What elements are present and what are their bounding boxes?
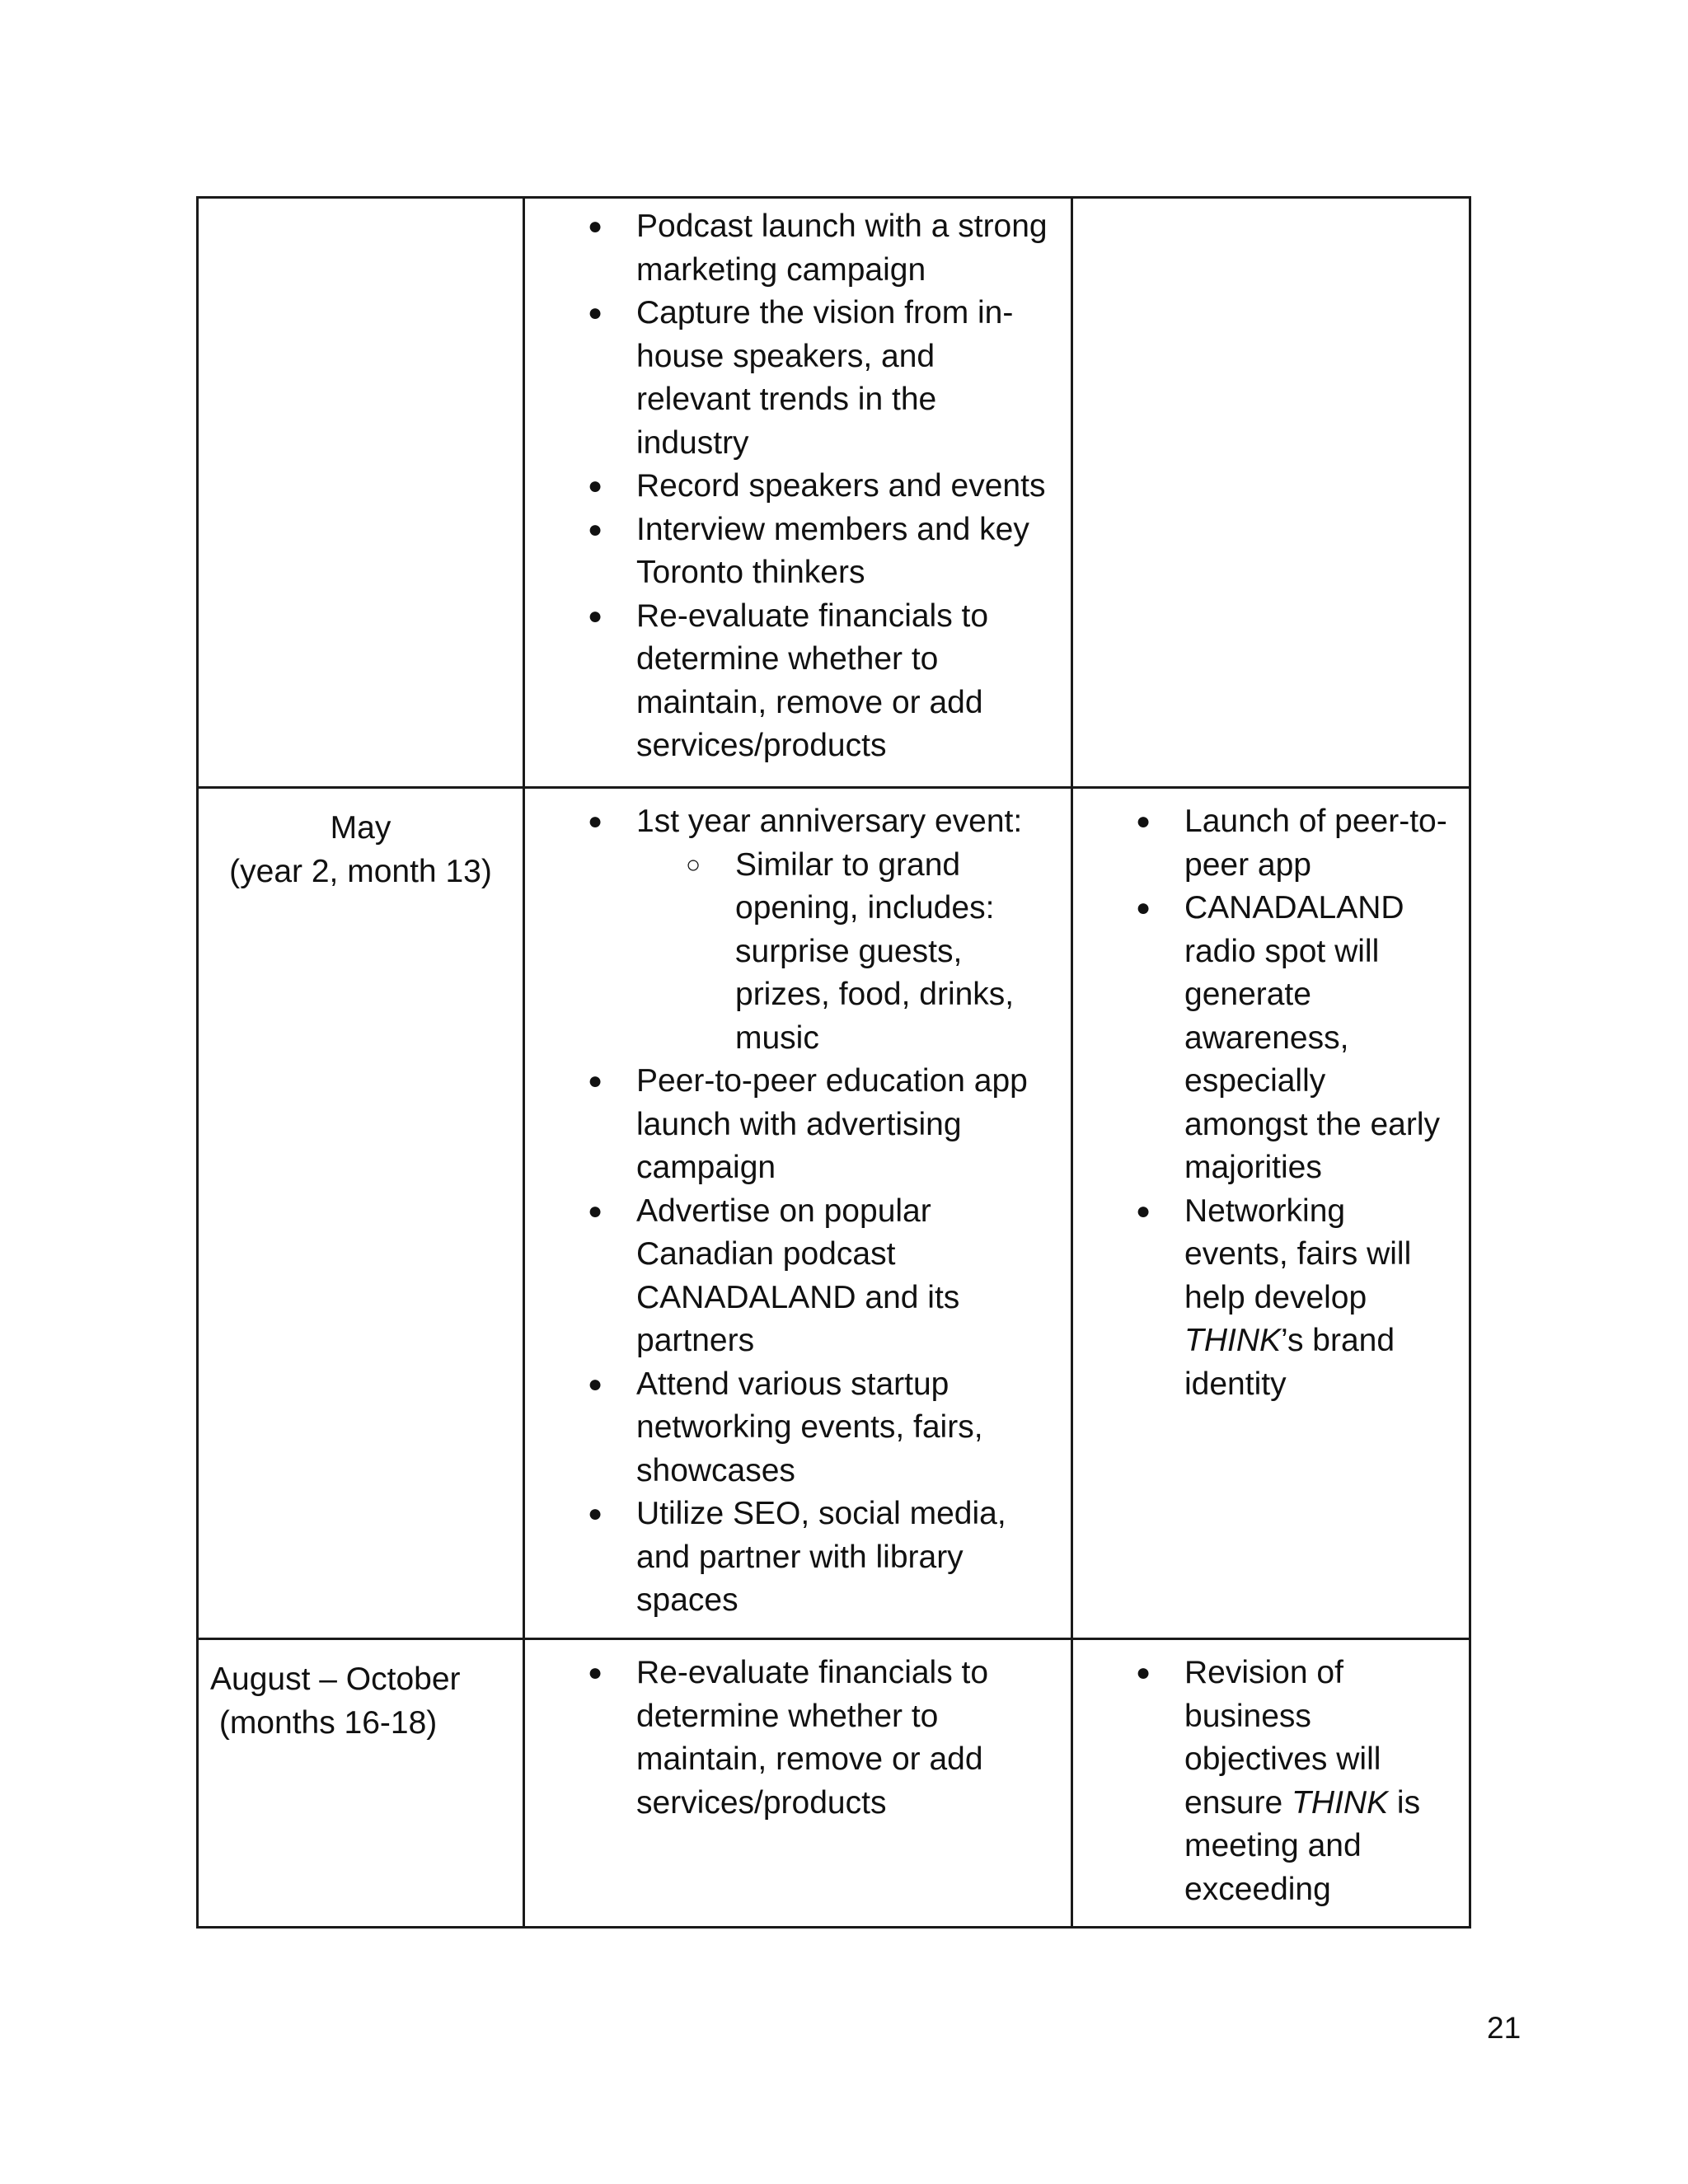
- brand-name: THINK: [1292, 1784, 1389, 1821]
- timeframe-month: May: [330, 810, 392, 846]
- list-item: ● Launch of peer-to-peer app: [1073, 800, 1452, 887]
- bullet-icon: ●: [588, 1500, 603, 1527]
- list-item: ● Peer-to-peer education app launch with advertising campaign: [525, 1060, 1054, 1190]
- list-item: ● Record speakers and events: [525, 465, 1054, 509]
- bullet-icon: ●: [1136, 808, 1151, 835]
- table-row: [198, 788, 1470, 1639]
- list-item: ● Attend various startup networking events, fairs, showcases: [525, 1363, 1054, 1493]
- plan-table: [196, 196, 1471, 1929]
- list-item: ● Interview members and key Toronto thinkers: [525, 509, 1054, 595]
- actions-cell: [524, 788, 1072, 1639]
- list-item: ● CANADALAND radio spot will generate awareness, especially amongst the early majorities: [1073, 887, 1452, 1190]
- outcomes-cell: [1072, 788, 1470, 1639]
- actions-cell: [524, 1639, 1072, 1928]
- timeframe-detail: (months 16-18): [210, 1704, 438, 1741]
- bullet-icon: ●: [588, 808, 603, 835]
- table-row: [198, 198, 1470, 788]
- bullet-icon: ●: [1136, 1659, 1151, 1686]
- timeframe-cell: [198, 1639, 524, 1928]
- bullet-icon: ●: [588, 1067, 603, 1094]
- list-item: ● Advertise on popular Canadian podcast CANADALAND and its partners: [525, 1190, 1054, 1363]
- bullet-icon: ●: [588, 602, 603, 630]
- list-item: ● Podcast launch with a strong marketing campaign: [525, 205, 1054, 292]
- table-row: [198, 1639, 1470, 1928]
- outcomes-cell: [1072, 1639, 1470, 1928]
- bullet-icon: ●: [588, 299, 603, 326]
- bullet-icon: ●: [588, 1659, 603, 1686]
- timeframe-detail: (year 2, month 13): [229, 853, 492, 889]
- brand-name: THINK: [1184, 1323, 1281, 1358]
- list-item: ● 1st year anniversary event: ○ Similar to grand opening, includes: surprise guests, prizes, food, drinks, music: [525, 800, 1054, 1060]
- timeframe-cell: [198, 788, 524, 1639]
- timeframe-month: August – October: [210, 1661, 461, 1697]
- list-item: ● Re-evaluate financials to determine whether to maintain, remove or add services/products: [525, 595, 1054, 768]
- bullet-icon: ●: [588, 472, 603, 499]
- list-item: ● Re-evaluate financials to determine whether to maintain, remove or add services/products: [525, 1652, 1054, 1825]
- bullet-icon: ●: [1136, 894, 1151, 921]
- list-item: ● Networking events, fairs will help develop THINK’s brand identity: [1073, 1190, 1452, 1407]
- outcomes-list: [1073, 1652, 1452, 1911]
- bullet-icon: ●: [588, 213, 603, 240]
- circle-bullet-icon: ○: [686, 851, 701, 879]
- bullet-icon: ●: [588, 515, 603, 543]
- actions-list: [525, 800, 1054, 1623]
- page-number: 21: [1487, 2011, 1522, 2045]
- bullet-icon: ●: [588, 1197, 603, 1225]
- actions-cell: [524, 198, 1072, 788]
- bullet-icon: ●: [588, 1370, 603, 1398]
- list-item: ● Revision of business objectives will ensure THINK is meeting and exceeding: [1073, 1652, 1452, 1911]
- outcomes-cell: [1072, 198, 1470, 788]
- sub-list-item: ○ Similar to grand opening, includes: surprise guests, prizes, food, drinks, music: [636, 844, 1054, 1061]
- sub-list: [636, 844, 1054, 1061]
- actions-list: [525, 1652, 1054, 1825]
- list-item: ● Capture the vision from in-house speakers, and relevant trends in the industry: [525, 292, 1054, 465]
- bullet-icon: ●: [1136, 1197, 1151, 1225]
- list-item: ● Utilize SEO, social media, and partner with library spaces: [525, 1493, 1054, 1623]
- actions-list: [525, 205, 1054, 768]
- timeframe-cell: [198, 198, 524, 788]
- outcomes-list: [1073, 800, 1452, 1406]
